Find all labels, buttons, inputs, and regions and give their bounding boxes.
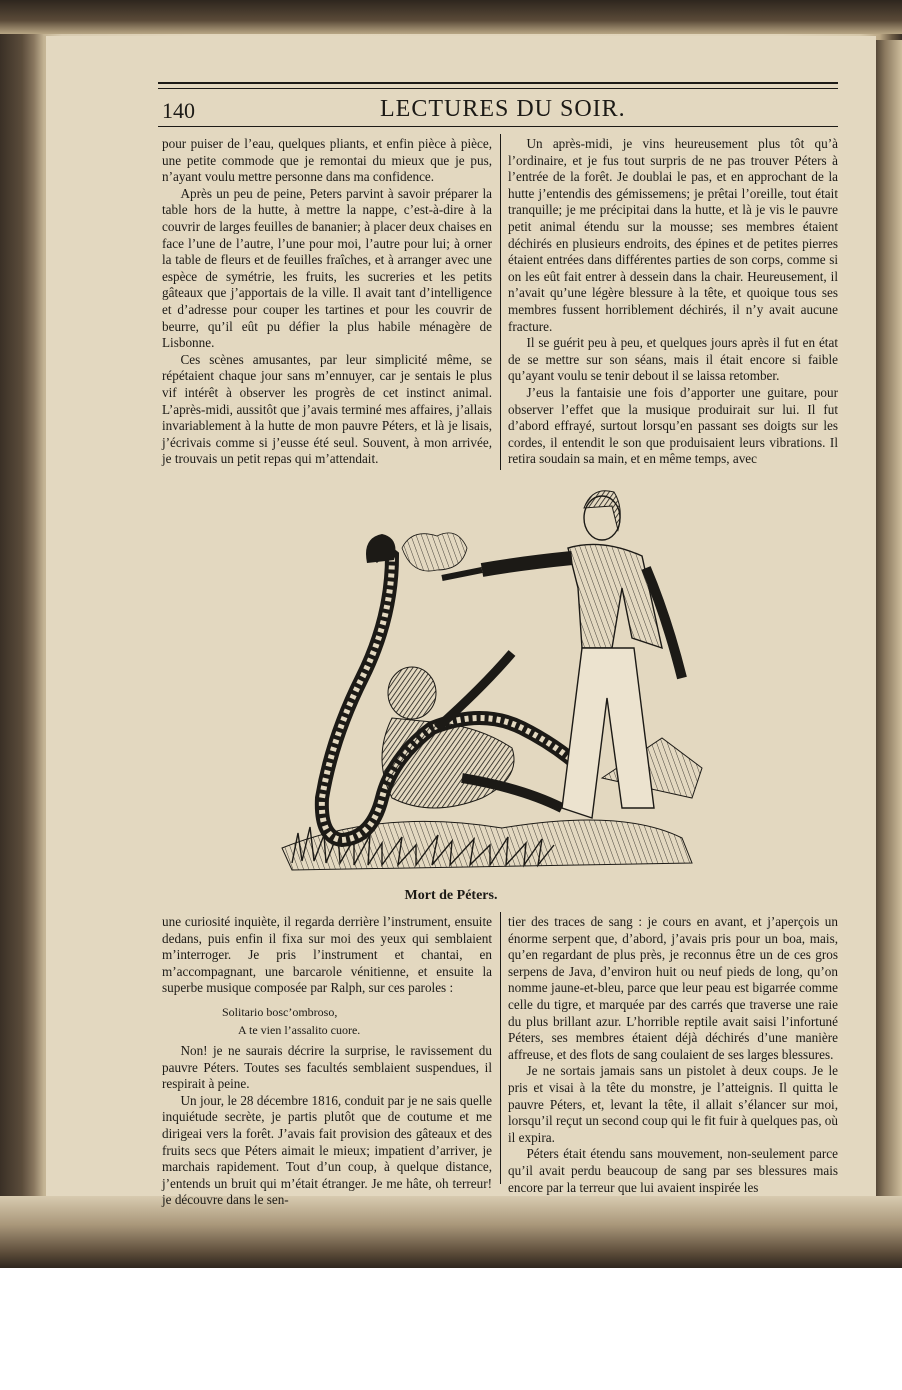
paragraph: pour puiser de l’eau, quelques pliants, et enfin pièce à pièce, une petite commode que je remontai du mieux que je pus, n’ayant voulu mettre personne dans ma confidence. (162, 136, 492, 185)
paragraph: Péters était étendu sans mouvement, non-seulement parce qu’il avait perdu beaucoup de sang par ses blessures mais encore par la terreur que lui avaient inspirée les (508, 1146, 838, 1195)
verse (222, 1003, 492, 1039)
paragraph: Un après-midi, je vins heureusement plus tôt qu’à l’ordinaire, et je fus tout surpris de ne pas trouver Péters à l’entrée de la forêt. Je doublai le pas, et en approchant de la hutte j’entendis des gémissemens; je prêtai l’oreille, tout était tranquille; je me précipitai dans la hutte, et là je vis le pauvre petit animal étendu sur la mousse; ses membres étaient déchirés en plusieurs endroits, des épines et de petites pierres étaient entrées dans différentes parties de son corps, comme si on les eût fait entrer à dessein dans la chair. Heureusement, il n’avait qu’une légère blessure à la tête, et quoique tous ses membres fussent horriblement déchirés, il n’y avait aucune fracture. (508, 136, 838, 334)
verse-line: A te vien l’assalito cuore. (238, 1022, 361, 1037)
paragraph: une curiosité inquiète, il regarda derrière l’instrument, ensuite dedans, puis enfin il fixa sur moi des yeux qui semblaient m’interroger. Je pris l’instrument et chantai, en m’accompagnant, une barcarole vénitienne, et ensuite la superbe musique composée par Ralph, sur ces paroles : (162, 914, 492, 996)
bottom-left-column (162, 914, 492, 1209)
paragraph: J’eus la fantaisie une fois d’apporter une guitare, pour observer l’effet que la musique produirait sur lui. Il fut d’abord effrayé, surtout lorsqu’en passant ses doigts sur les cordes, il entendit le son que produisaient leurs vibrations. Il retira soudain sa main, et en même temps, avec (508, 384, 838, 467)
gun-smoke (402, 533, 467, 571)
paragraph: Après un peu de peine, Peters parvint à savoir préparer la table hors de la hutte, à mettre la nappe, c’est-à-dire à la couvrir de larges feuilles de bananier; à placer deux chaises en face l’une de l’autre, l’une pour moi, l’autre pour lui; à orner la table de fleurs et de feuilles fraîches, et à arranger avec une espèce de symétrie, les fruits, les sucreries et les petits gâteaux que j’apportais de la ville. Il avait tant d’intelligence et d’adresse pour couper les tartines et pour les couvrir de beurre, qu’il eût pu défier la plus habile ménagère de Lisbonne. (162, 185, 492, 351)
verse-line: Solitario bosc’ombroso, (222, 1004, 338, 1019)
paragraph: Il se guérit peu à peu, et quelques jours après il fut en état de se mettre sur son séans, mais il était encore si faible qu’ayant voulu se tenir debout il se laissa retomber. (508, 335, 838, 384)
header-rule-top (158, 82, 838, 84)
top-right-column (508, 136, 838, 468)
book-top-edge (0, 0, 902, 34)
paragraph: Non! je ne saurais décrire la surprise, le ravissement du pauvre Péters. Toutes ses facultés semblaient suspendues, il respirait à peine. (162, 1042, 492, 1092)
column-divider (500, 912, 501, 1184)
paragraph: Je ne sortais jamais sans un pistolet à deux coups. Je le pris et visai à la tête du monstre, je l’atteignis. Il quitta le pauvre Péters, et, levant la tête, il allait s’élancer sur moi, lorsqu’il reçut un second coup qui le fit fuir à quelques pas, où il expira. (508, 1063, 838, 1145)
illustration-caption: Mort de Péters. (404, 888, 498, 903)
header-rule-thin (158, 88, 838, 89)
paragraph: Un jour, le 28 décembre 1816, conduit par je ne sais quelle inquiétude secrète, je partis plutôt que de coutume et me dirigeai vers la forêt. J’avais fait provision des gâteaux et des fruits secs que Péters aimait le mieux; impatient d’arriver, je marchais rapidement. Tout d’un coup, à quelque distance, j’entends un bruit qui m’était étranger. Je me hâte, oh terreur! je découvre dans le sen- (162, 1092, 492, 1208)
facing-page-edge (874, 40, 902, 1200)
engraving-illustration (262, 478, 742, 878)
top-left-column (162, 136, 492, 468)
bottom-right-column (508, 914, 838, 1196)
paragraph: Ces scènes amusantes, par leur simplicité même, se répétaient chaque jour sans m’ennuyer, car je sentais le plus vif intérêt à observer les progrès de cet instinct animal. L’après-midi, aussitôt que j’avais terminé mes affaires, j’allais invariablement à la hutte de mon pauvre Péters, et là je lisais, j’écrivais comme si j’eusse été seul. Souvent, à mon arrivée, je trouvais un petit repas qui m’attendait. (162, 351, 492, 467)
paragraph: tier des traces de sang : je cours en avant, et j’aperçois un énorme serpent que, d’abord, j’avais pris pour un boa, mais, qu’en regardant de plus près, je reconnus être un de ces gros serpens de Java, d’environ huit ou neuf pieds de long, qu’on nomme jaune-et-bleu, parce que leur peau est bigarrée comme celle du tigre, et marquée par des carrés que traverse une raie du plus brillant azur. L’horrible reptile avait saisi l’infortuné Péters, ses membres étaient déjà déchirés d’une manière affreuse, et des flots de sang coulaient de ses larges blessures. (508, 914, 838, 1062)
journal-title: LECTURES DU SOIR. (380, 96, 626, 122)
header-rule-bottom (158, 126, 838, 127)
page-number: 140 (162, 98, 195, 123)
column-divider (500, 134, 501, 470)
